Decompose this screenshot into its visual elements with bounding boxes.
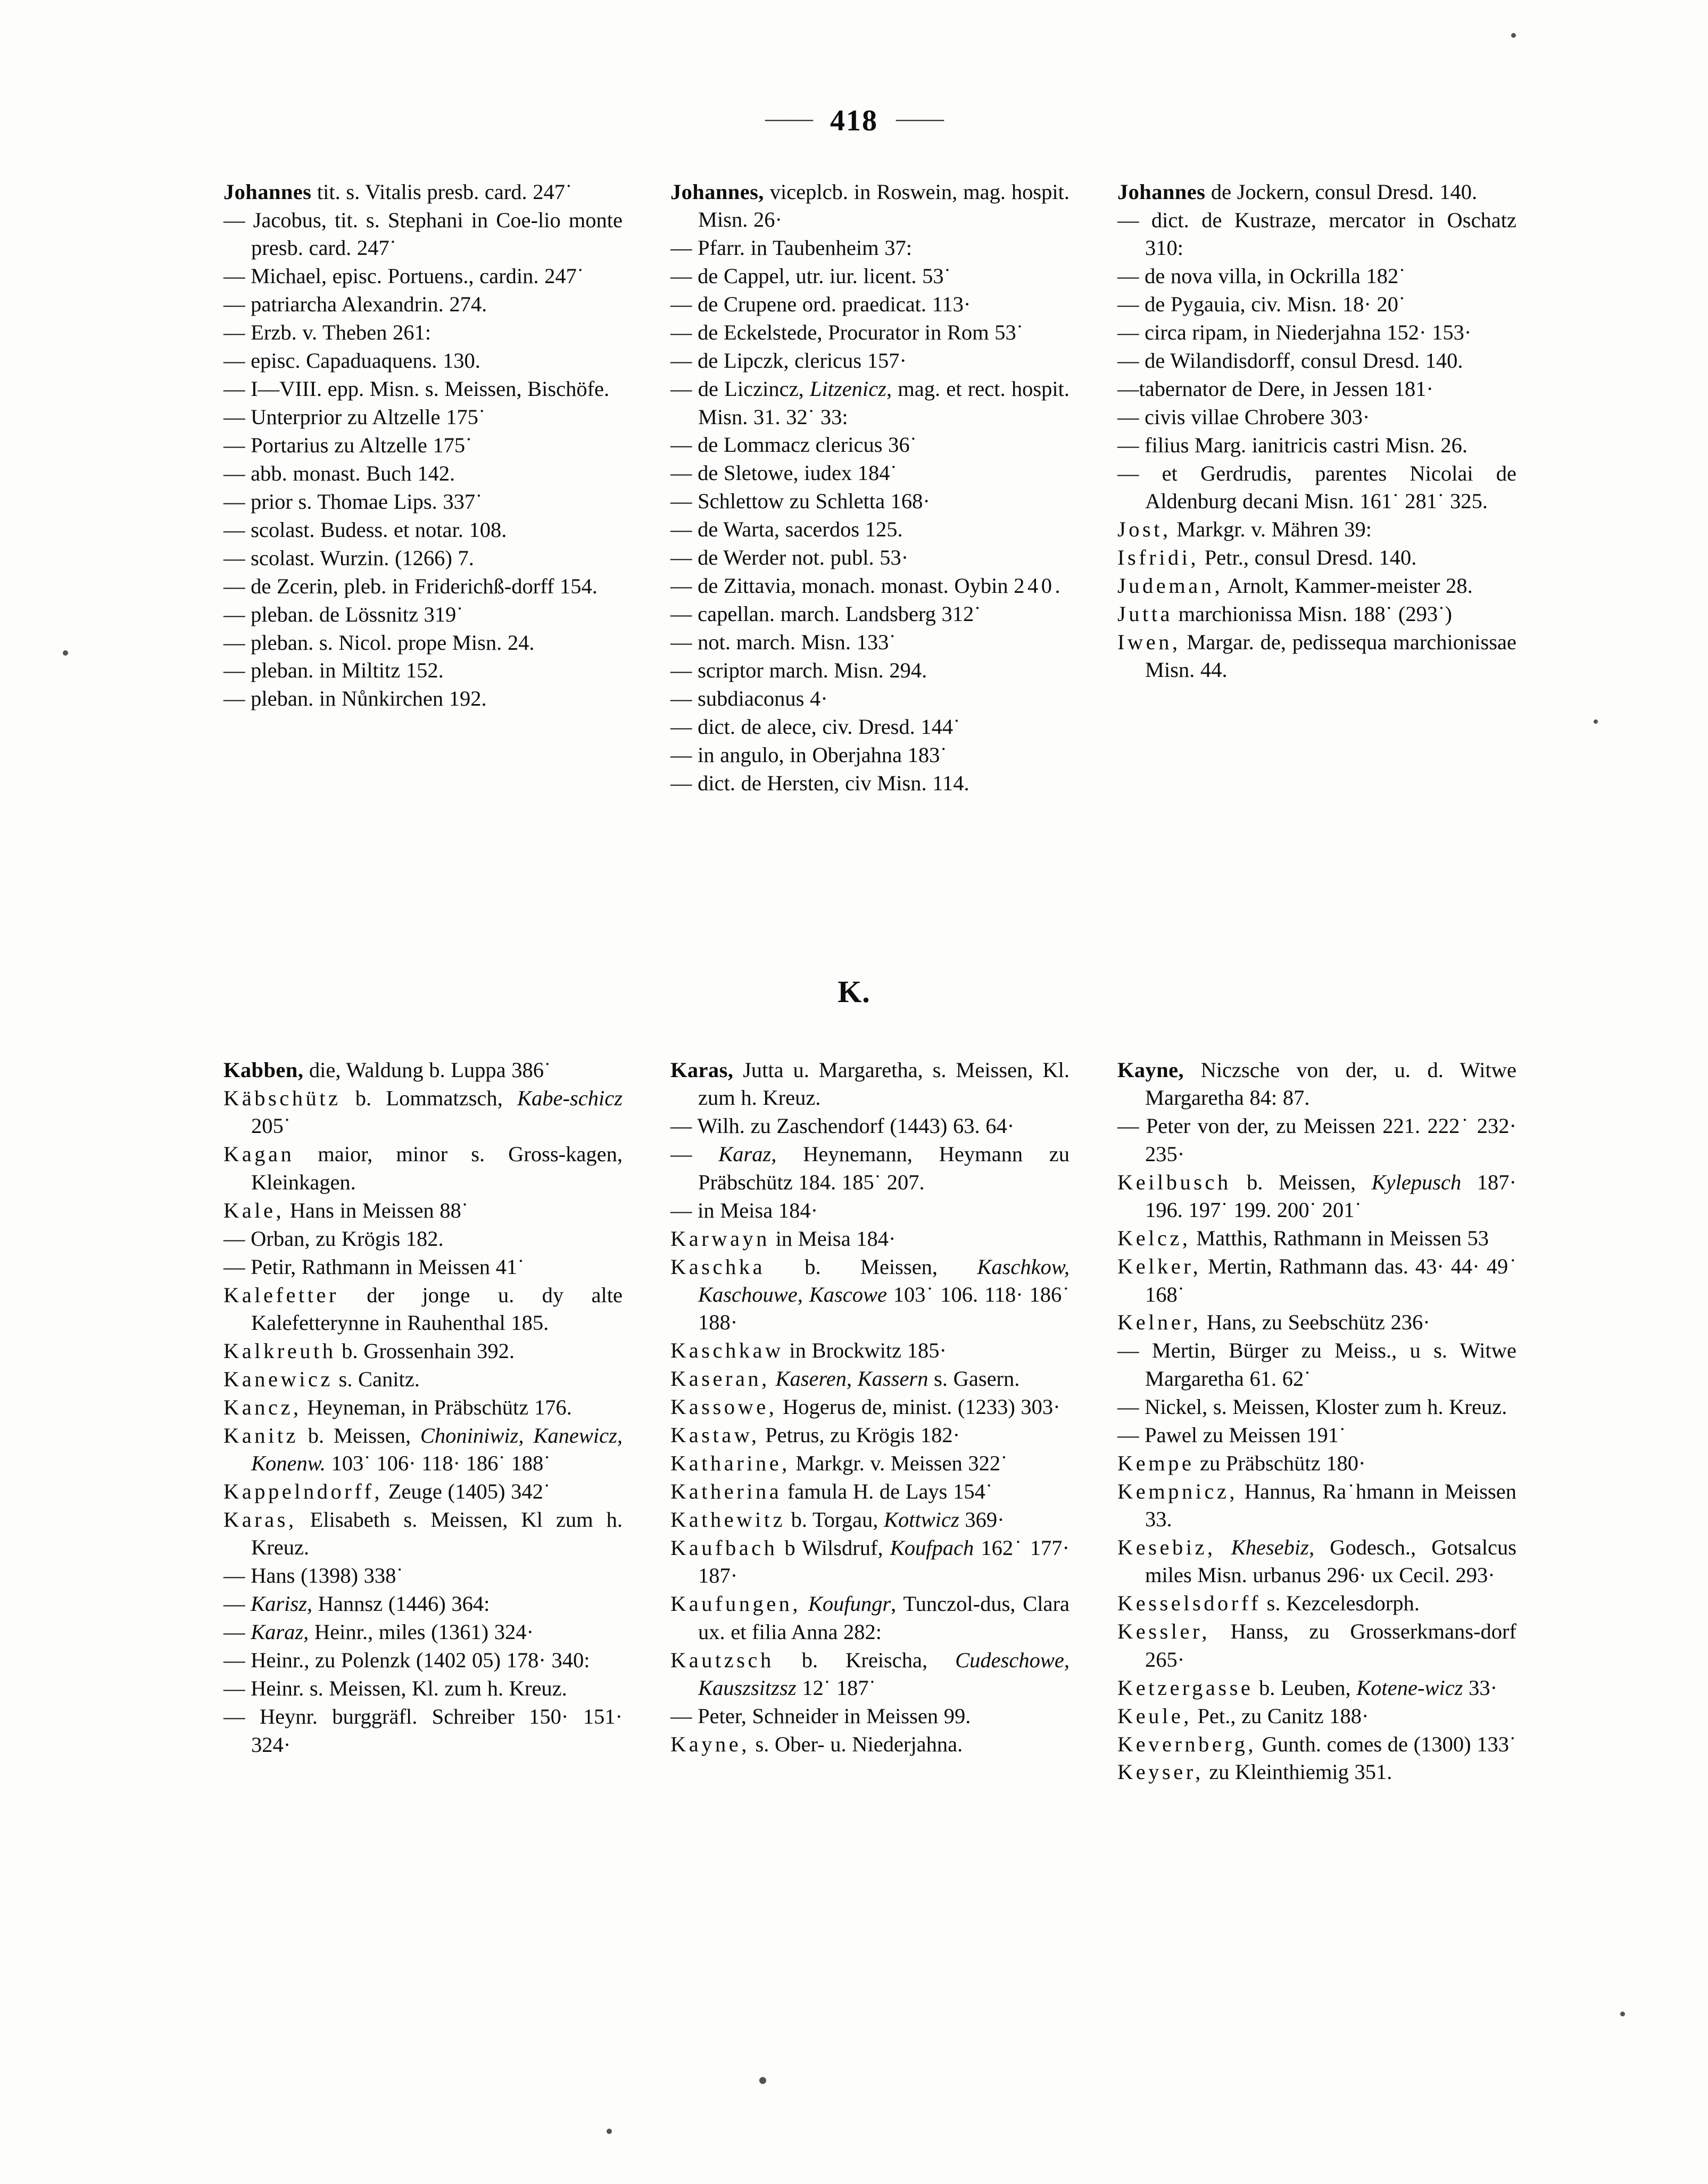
index-entry: Käbschütz b. Lommatzsch, Kabe-schicz 205˙ [223,1086,623,1138]
index-entry: — patriarcha Alexandrin. 274. [223,292,487,317]
index-entry: — Orban, zu Krögis 182. [223,1226,444,1251]
index-entry: Kassowe, Hogerus de, minist. (1233) 303· [670,1395,1060,1419]
index-entry: — Portarius zu Altzelle 175˙ [223,433,472,457]
index-entry: — filius Marg. ianitricis castri Misn. 26. [1117,433,1468,457]
k-column-2 [670,1056,1069,1786]
index-entry: Kathewitz b. Torgau, Kottwicz 369· [670,1508,1005,1532]
index-entry: Johannes de Jockern, consul Dresd. 140. [1117,180,1478,204]
index-entry: — Karaz, Heinr., miles (1361) 324· [223,1620,534,1644]
index-entry: — de Wilandisdorff, consul Dresd. 140. [1117,349,1463,373]
index-entry: — civis villae Chrobere 303· [1117,405,1370,429]
index-entry: — scolast. Budess. et notar. 108. [223,517,507,542]
index-entry: Johannes, viceplcb. in Roswein, mag. hospit. Misn. 26· [670,180,1069,232]
index-entry: Kanewicz s. Canitz. [223,1367,420,1391]
k-column-3 [1117,1056,1516,1786]
index-entry: — in Meisa 184· [670,1198,818,1222]
index-entry: — de Lommacz clericus 36˙ [670,433,917,457]
index-entry: — dict. de Hersten, civ Misn. 114. [670,771,969,795]
johannes-columns [223,178,1516,798]
index-entry: — episc. Capaduaquens. 130. [223,349,480,373]
index-entry: Katherina famula H. de Lays 154˙ [670,1479,993,1504]
index-entry: — Nickel, s. Meissen, Kloster zum h. Kreuz. [1117,1394,1507,1419]
ink-speck [1594,719,1598,724]
index-entry: — Karisz, Hannsz (1446) 364: [223,1592,490,1616]
index-entry: Kastaw, Petrus, zu Krögis 182· [670,1423,960,1447]
index-entry: — Pawel zu Meissen 191˙ [1117,1422,1346,1447]
index-entry: Kayne, Niczsche von der, u. d. Witwe Margaretha 84: 87. [1117,1058,1516,1110]
index-entry: Kanitz b. Meissen, Choniniwiz, Kanewicz, Konenw. 103˙ 106· 118· 186˙ 188˙ [223,1423,623,1476]
index-entry: — scriptor march. Misn. 294. [670,658,927,682]
index-entry: Keule, Pet., zu Canitz 188· [1117,1703,1369,1728]
index-entry: — in angulo, in Oberjahna 183˙ [670,742,947,767]
index-entry: — circa ripam, in Niederjahna 152· 153· [1117,320,1472,345]
ink-speck [1511,33,1516,38]
index-entry: Kalefetter der jonge u. dy alte Kalefetterynne in Rauhenthal 185. [223,1283,623,1335]
index-entry: — de Liczincz, Litzenicz, mag. et rect. hospit. Misn. 31. 32˙ 33: [670,377,1069,429]
index-entry: Kabben, die, Waldung b. Luppa 386˙ [223,1058,551,1082]
index-entry: — pleban. in Miltitz 152. [223,658,444,683]
index-entry: Katharine, Markgr. v. Meissen 322˙ [670,1451,1008,1476]
index-entry: Kaufungen, Koufungr, Tunczol-dus, Clara ux. et filia Anna 282: [670,1592,1069,1644]
index-entry: — Jacobus, tit. s. Stephani in Coe-lio monte presb. card. 247˙ [223,208,623,260]
index-entry: — de Eckelstede, Procurator in Rom 53˙ [670,320,1024,345]
ink-speck [1620,2012,1625,2016]
index-entry: Kaseran, Kaseren, Kassern s. Gasern. [670,1367,1020,1391]
index-entry: Kessler, Hanss, zu Grosserkmans-dorf 265· [1117,1619,1516,1672]
index-entry: — Mertin, Bürger zu Meiss., u s. Witwe Margaretha 61. 62˙ [1117,1338,1516,1391]
index-entry: — Pfarr. in Taubenheim 37: [670,236,912,260]
index-entry: — de Crupene ord. praedicat. 113· [670,292,971,317]
index-entry: Kalkreuth b. Grossenhain 392. [223,1338,515,1363]
index-entry: Kevernberg, Gunth. comes de (1300) 133˙ [1117,1732,1516,1756]
index-entry: — de Zittavia, monach. monast. Oybin 240. [670,574,1064,598]
index-entry: — Heinr., zu Polenzk (1402 05) 178· 340: [223,1648,590,1673]
index-entry: Judeman, Arnolt, Kammer-meister 28. [1117,574,1473,598]
index-entry: — Schlettow zu Schletta 168· [670,489,930,514]
index-entry: Kautzsch b. Kreischa, Cudeschowe, Kauszsitzsz 12˙ 187˙ [670,1648,1069,1700]
index-entry: Kappelndorff, Zeuge (1405) 342˙ [223,1479,551,1504]
ink-speck [63,650,68,656]
index-entry: — Peter von der, zu Meissen 221. 222˙ 232· 235· [1117,1114,1516,1166]
index-entry: Kelcz, Matthis, Rathmann in Meissen 53 [1117,1226,1489,1251]
index-entry: — dict. de alece, civ. Dresd. 144˙ [670,714,960,739]
index-entry: — Michael, episc. Portuens., cardin. 247˙ [223,264,584,288]
index-entry: — pleban. s. Nicol. prope Misn. 24. [223,630,535,655]
rule-left: —— [765,104,812,131]
index-entry: Isfridi, Petr., consul Dresd. 140. [1117,545,1417,570]
index-entry: Kelker, Mertin, Rathmann das. 43· 44· 49˙ 168˙ [1117,1254,1516,1306]
index-entry: — subdiaconus 4· [670,686,828,710]
index-entry: Iwen, Margar. de, pedissequa marchionissae Misn. 44. [1117,630,1516,682]
index-entry: — dict. de Kustraze, mercator in Oschatz 310: [1117,208,1516,260]
section-letter-k: K. [838,974,870,1009]
page-header [0,101,1708,138]
index-entry: Kaschkaw in Brockwitz 185· [670,1338,947,1363]
index-entry: Kempe zu Präbschütz 180· [1117,1451,1366,1475]
index-entry: — I—VIII. epp. Misn. s. Meissen, Bischöfe. [223,377,610,401]
index-entry: Keilbusch b. Meissen, Kylepusch 187· 196. 197˙ 199. 200˙ 201˙ [1117,1170,1516,1222]
index-entry: — scolast. Wurzin. (1266) 7. [223,545,474,570]
index-entry: — Karaz, Heynemann, Heymann zu Präbschütz 184. 185˙ 207. [670,1142,1070,1194]
index-entry: — de Warta, sacerdos 125. [670,517,903,542]
index-entry: Kaufbach b Wilsdruf, Koufpach 162˙ 177· 187· [670,1535,1069,1588]
page-number: 418 [830,104,878,138]
index-entry: — de Cappel, utr. iur. licent. 53˙ [670,264,951,288]
index-entry: — pleban. in Nůnkirchen 192. [223,686,487,711]
index-entry: Kelner, Hans, zu Seebschütz 236· [1117,1310,1430,1335]
index-entry: Kale, Hans in Meissen 88˙ [223,1198,469,1222]
index-entry: — pleban. de Lössnitz 319˙ [223,602,463,626]
index-entry: Kesebiz, Khesebiz, Godesch., Gotsalcus miles Misn. urbanus 296· ux Cecil. 293· [1117,1535,1517,1587]
johannes-column-2 [670,178,1069,798]
index-entry: Ketzergasse b. Leuben, Kotene-wicz 33· [1117,1675,1498,1700]
index-entry: — de Sletowe, iudex 184˙ [670,461,898,485]
index-entry: — de Zcerin, pleb. in Friderichß-dorff 154. [223,574,598,598]
index-entry: — de Werder not. publ. 53· [670,545,909,570]
index-entry: — Erzb. v. Theben 261: [223,320,432,345]
index-entry: Kancz, Heyneman, in Präbschütz 176. [223,1395,572,1419]
index-entry: — Unterprior zu Altzelle 175˙ [223,405,486,429]
index-entry: Karas, Elisabeth s. Meissen, Kl zum h. Kreuz. [223,1508,623,1560]
index-entry: — Hans (1398) 338˙ [223,1563,403,1588]
index-entry: Jutta marchionissa Misn. 188˙ (293˙) [1117,602,1453,626]
johannes-column-3 [1117,178,1516,798]
index-entry: —tabernator de Dere, in Jessen 181· [1117,377,1434,401]
index-entry: — prior s. Thomae Lips. 337˙ [223,489,483,514]
index-entry: — not. march. Misn. 133˙ [670,630,896,654]
index-entry: — et Gerdrudis, parentes Nicolai de Aldenburg decani Misn. 161˙ 281˙ 325. [1117,461,1516,514]
ink-speck [759,2077,766,2084]
index-entry: Karas, Jutta u. Margaretha, s. Meissen, Kl. zum h. Kreuz. [670,1058,1069,1110]
index-entry: — Petir, Rathmann in Meissen 41˙ [223,1254,525,1279]
index-entry: — de Pygauia, civ. Misn. 18· 20˙ [1117,292,1406,317]
ink-speck [607,2129,612,2134]
index-entry: Kempnicz, Hannus, Ra˙hmann in Meissen 33. [1117,1479,1516,1531]
index-entry: Kaschka b. Meissen, Kaschkow, Kaschouwe, Kascowe 103˙ 106. 118· 186˙ 188· [670,1254,1069,1335]
index-entry: — de nova villa, in Ockrilla 182˙ [1117,264,1406,288]
index-entry: — de Lipczk, clericus 157· [670,349,907,373]
johannes-column-1 [223,178,623,798]
k-columns [223,1056,1516,1786]
index-entry: Kagan maior, minor s. Gross-kagen, Kleinkagen. [223,1142,623,1194]
index-entry: Kesselsdorff s. Kezcelesdorph. [1117,1591,1420,1616]
index-entry: — Heynr. burggräfl. Schreiber 150· 151· 324· [223,1705,623,1757]
index-entry: Karwayn in Meisa 184· [670,1226,896,1251]
index-entry: — Peter, Schneider in Meissen 99. [670,1704,971,1728]
index-entry: — capellan. march. Landsberg 312˙ [670,602,981,626]
k-column-1 [223,1056,623,1786]
index-entry: — Heinr. s. Meissen, Kl. zum h. Kreuz. [223,1676,567,1701]
index-entry: — Wilh. zu Zaschendorf (1443) 63. 64· [670,1114,1015,1138]
index-entry: Johannes tit. s. Vitalis presb. card. 247˙ [223,180,573,204]
index-entry: Jost, Markgr. v. Mähren 39: [1117,517,1372,542]
index-entry: — abb. monast. Buch 142. [223,461,455,485]
index-entry: Kayne, s. Ober- u. Niederjahna. [670,1732,963,1756]
index-entry: Keyser, zu Kleinthiemig 351. [1117,1760,1392,1784]
rule-right: —— [896,104,943,131]
